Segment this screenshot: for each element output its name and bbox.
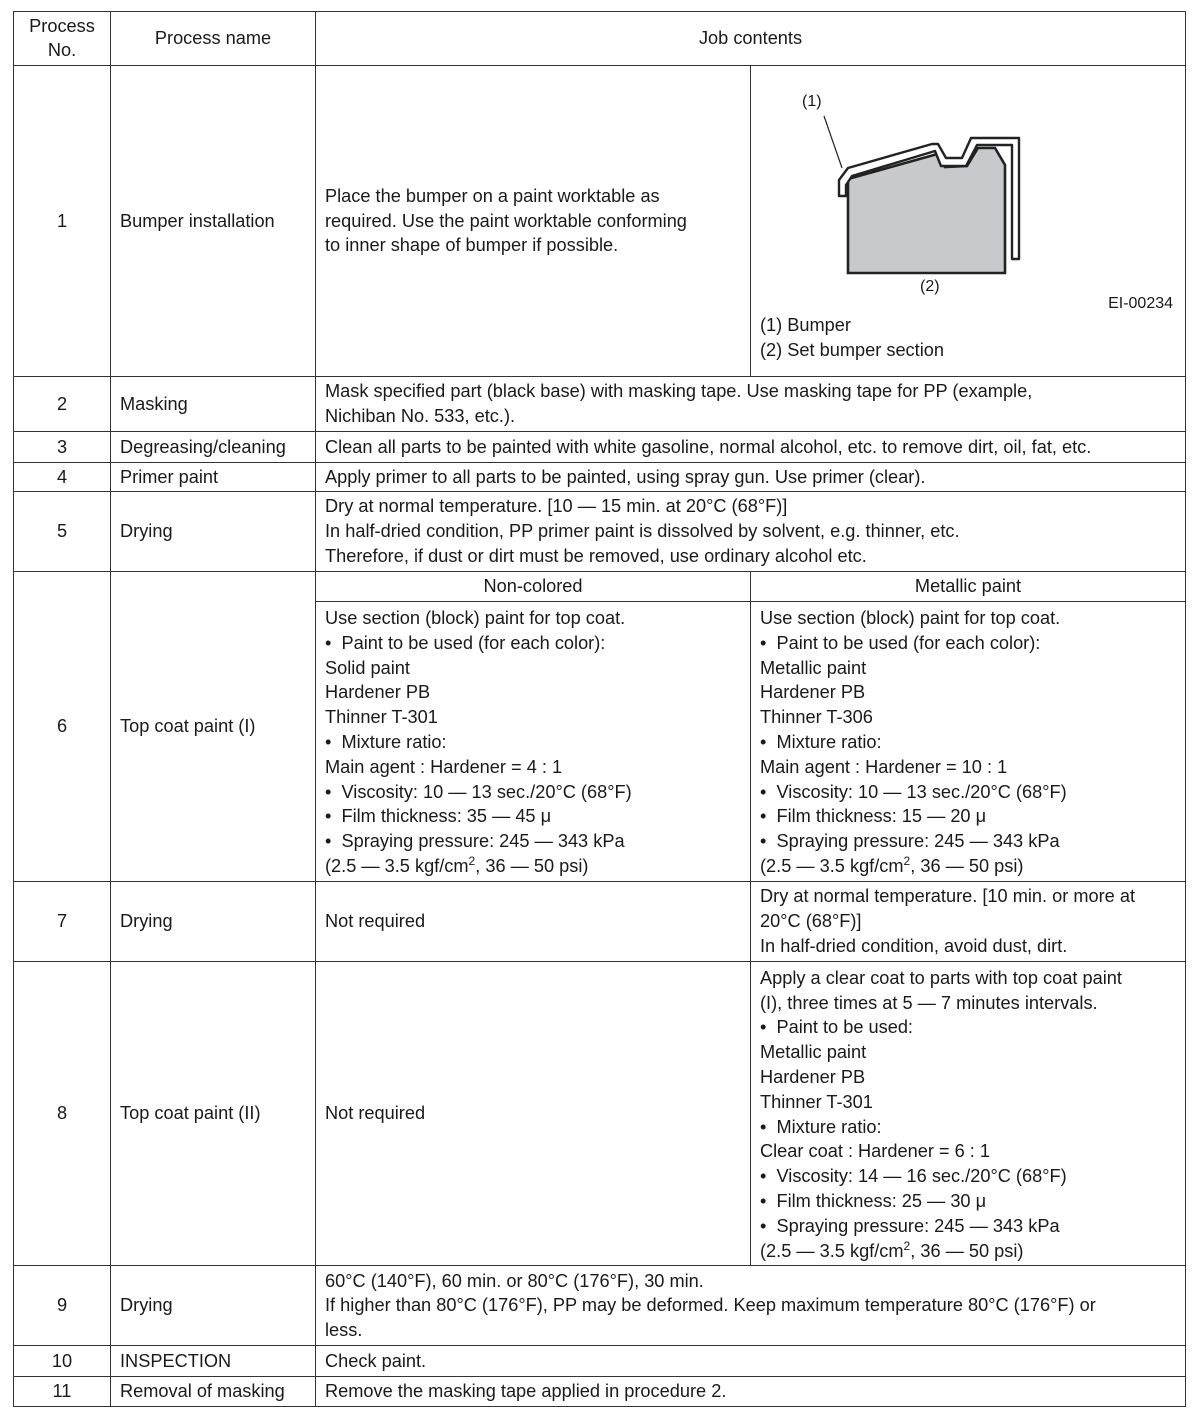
process-number: 2 bbox=[14, 377, 111, 432]
process-number: 1 bbox=[14, 66, 111, 377]
job-bullet: • Viscosity: 14 — 16 sec./20°C (68°F) bbox=[760, 1164, 1176, 1189]
job-contents bbox=[316, 432, 1186, 463]
process-name: Bumper installation bbox=[111, 66, 316, 377]
non-colored-contents: Not required bbox=[316, 961, 751, 1266]
legend-item: (1) Bumper bbox=[760, 315, 851, 335]
job-bullet: • Mixture ratio: bbox=[325, 730, 741, 755]
job-line: Place the bumper on a paint worktable as bbox=[325, 185, 660, 206]
job-bullet: • Spraying pressure: 245 — 343 kPa bbox=[325, 829, 741, 854]
job-bullet: • Film thickness: 35 — 45 μ bbox=[325, 804, 741, 829]
job-line: Solid paint bbox=[325, 657, 410, 678]
job-contents bbox=[316, 66, 751, 377]
process-number: 4 bbox=[14, 463, 111, 492]
job-line: In half-dried condition, avoid dust, dirt. bbox=[760, 935, 1068, 956]
job-line: Thinner T-306 bbox=[760, 707, 873, 728]
non-colored-contents bbox=[316, 602, 751, 882]
job-contents bbox=[316, 1266, 1186, 1346]
bumper-figure bbox=[760, 68, 1176, 376]
metallic-contents bbox=[751, 602, 1186, 882]
job-line: Remove the masking tape applied in procedure 2. bbox=[325, 1381, 727, 1402]
job-line: required. Use the paint worktable conforming bbox=[325, 210, 687, 231]
job-line: Thinner T-301 bbox=[760, 1091, 873, 1112]
job-line: Clean all parts to be painted with white gasoline, normal alcohol, etc. to remove dirt, oil, fat, etc. bbox=[325, 436, 1092, 457]
job-line: Main agent : Hardener = 10 : 1 bbox=[760, 756, 1008, 777]
job-line: (I), three times at 5 — 7 minutes intervals. bbox=[760, 992, 1098, 1013]
process-number: 6 bbox=[14, 572, 111, 882]
job-bullet: • Film thickness: 25 — 30 μ bbox=[760, 1189, 1176, 1214]
sub-header-metallic: Metallic paint bbox=[751, 572, 1186, 602]
job-contents bbox=[316, 1377, 1186, 1407]
sub-header-non-colored: Non-colored bbox=[316, 572, 751, 602]
legend-item: (2) Set bumper section bbox=[760, 339, 944, 360]
job-line: 20°C (68°F)] bbox=[760, 910, 862, 931]
job-line: Dry at normal temperature. [10 min. or more at bbox=[760, 886, 1136, 907]
table-row bbox=[14, 492, 1186, 572]
job-line: Thinner T-301 bbox=[325, 707, 438, 728]
table-row bbox=[14, 1346, 1186, 1377]
job-line: less. bbox=[325, 1320, 363, 1341]
job-line: Use section (block) paint for top coat. bbox=[325, 608, 626, 628]
job-line: Use section (block) paint for top coat. bbox=[760, 608, 1061, 628]
process-name: INSPECTION bbox=[111, 1346, 316, 1377]
job-line: Main agent : Hardener = 4 : 1 bbox=[325, 756, 563, 777]
process-name: Top coat paint (II) bbox=[111, 961, 316, 1266]
job-line: Check paint. bbox=[325, 1350, 427, 1371]
process-name: Drying bbox=[111, 492, 316, 572]
job-line: Metallic paint bbox=[760, 657, 867, 678]
process-name: Masking bbox=[111, 377, 316, 432]
process-number: 3 bbox=[14, 432, 111, 463]
process-name: Removal of masking bbox=[111, 1377, 316, 1407]
job-bullet: • Spraying pressure: 245 — 343 kPa bbox=[760, 829, 1176, 854]
metallic-contents bbox=[751, 881, 1186, 961]
table-row bbox=[14, 572, 1186, 602]
header-job-contents: Job contents bbox=[316, 12, 1186, 66]
callout-line-1 bbox=[824, 116, 842, 168]
job-line: (2.5 — 3.5 kgf/$cm^2$, 36 — 50 psi) bbox=[760, 853, 1024, 876]
job-line: Apply a clear coat to parts with top coat paint bbox=[760, 967, 1122, 988]
job-contents bbox=[316, 377, 1186, 432]
table-row bbox=[14, 463, 1186, 492]
job-line: to inner shape of bumper if possible. bbox=[325, 235, 619, 256]
callout-2: (2) bbox=[920, 278, 940, 295]
job-bullet: • Viscosity: 10 — 13 sec./20°C (68°F) bbox=[760, 780, 1176, 805]
callout-1: (1) bbox=[802, 93, 822, 110]
job-line: If higher than 80°C (176°F), PP may be deformed. Keep maximum temperature 80°C (176°F) or bbox=[325, 1295, 1096, 1316]
process-name: Drying bbox=[111, 1266, 316, 1346]
job-bullet: • Mixture ratio: bbox=[760, 730, 1176, 755]
figure-legend bbox=[760, 313, 944, 363]
table-row bbox=[14, 432, 1186, 463]
process-number: 5 bbox=[14, 492, 111, 572]
job-line: Mask specified part (black base) with masking tape. Use masking tape for PP (example, bbox=[325, 381, 1033, 402]
job-line: Dry at normal temperature. [10 — 15 min. at 20°C (68°F)] bbox=[325, 496, 788, 517]
job-line: Clear coat : Hardener = 6 : 1 bbox=[760, 1141, 990, 1162]
process-number: 8 bbox=[14, 961, 111, 1266]
job-line: (2.5 — 3.5 kgf/$cm^2$, 36 — 50 psi) bbox=[760, 1238, 1024, 1261]
bumper-diagram bbox=[760, 68, 1180, 308]
process-number: 7 bbox=[14, 881, 111, 961]
job-bullet: • Spraying pressure: 245 — 343 kPa bbox=[760, 1214, 1176, 1239]
job-line: Apply primer to all parts to be painted, using spray gun. Use primer (clear). bbox=[325, 466, 926, 487]
job-bullet: • Paint to be used (for each color): bbox=[325, 631, 741, 656]
header-row bbox=[14, 12, 1186, 66]
table-row bbox=[14, 961, 1186, 1266]
table-row bbox=[14, 66, 1186, 377]
header-process-name: Process name bbox=[111, 12, 316, 66]
job-contents bbox=[316, 1346, 1186, 1377]
process-name: Primer paint bbox=[111, 463, 316, 492]
job-line: 60°C (140°F), 60 min. or 80°C (176°F), 30 min. bbox=[325, 1270, 704, 1291]
metallic-contents bbox=[751, 961, 1186, 1266]
job-line: (2.5 — 3.5 kgf/$cm^2$, 36 — 50 psi) bbox=[325, 853, 589, 876]
job-line: Metallic paint bbox=[760, 1042, 867, 1063]
process-name: Top coat paint (I) bbox=[111, 572, 316, 882]
table-row bbox=[14, 881, 1186, 961]
bumper-figure-cell bbox=[751, 66, 1186, 377]
job-line: Hardener PB bbox=[760, 682, 866, 703]
process-name: Degreasing/cleaning bbox=[111, 432, 316, 463]
job-bullet: • Film thickness: 15 — 20 μ bbox=[760, 804, 1176, 829]
process-table bbox=[13, 11, 1186, 1407]
process-number: 11 bbox=[14, 1377, 111, 1407]
process-number: 9 bbox=[14, 1266, 111, 1346]
job-line: In half-dried condition, PP primer paint is dissolved by solvent, e.g. thinner, etc. bbox=[325, 521, 960, 542]
job-line: Nichiban No. 533, etc.). bbox=[325, 406, 516, 426]
non-colored-contents: Not required bbox=[316, 881, 751, 961]
job-bullet: • Paint to be used (for each color): bbox=[760, 631, 1176, 656]
header-process-no: Process No. bbox=[14, 12, 111, 66]
job-bullet: • Viscosity: 10 — 13 sec./20°C (68°F) bbox=[325, 780, 741, 805]
job-line: Hardener PB bbox=[325, 682, 431, 703]
table-row bbox=[14, 377, 1186, 432]
process-name: Drying bbox=[111, 881, 316, 961]
process-number: 10 bbox=[14, 1346, 111, 1377]
job-bullet: • Paint to be used: bbox=[760, 1015, 1176, 1040]
figure-code: EI-00234 bbox=[1108, 295, 1174, 312]
job-line: Hardener PB bbox=[760, 1066, 866, 1087]
table-row bbox=[14, 1377, 1186, 1407]
job-bullet: • Mixture ratio: bbox=[760, 1115, 1176, 1140]
job-contents bbox=[316, 492, 1186, 572]
job-line: Therefore, if dust or dirt must be removed, use ordinary alcohol etc. bbox=[325, 545, 867, 566]
table-row bbox=[14, 1266, 1186, 1346]
job-contents bbox=[316, 463, 1186, 492]
